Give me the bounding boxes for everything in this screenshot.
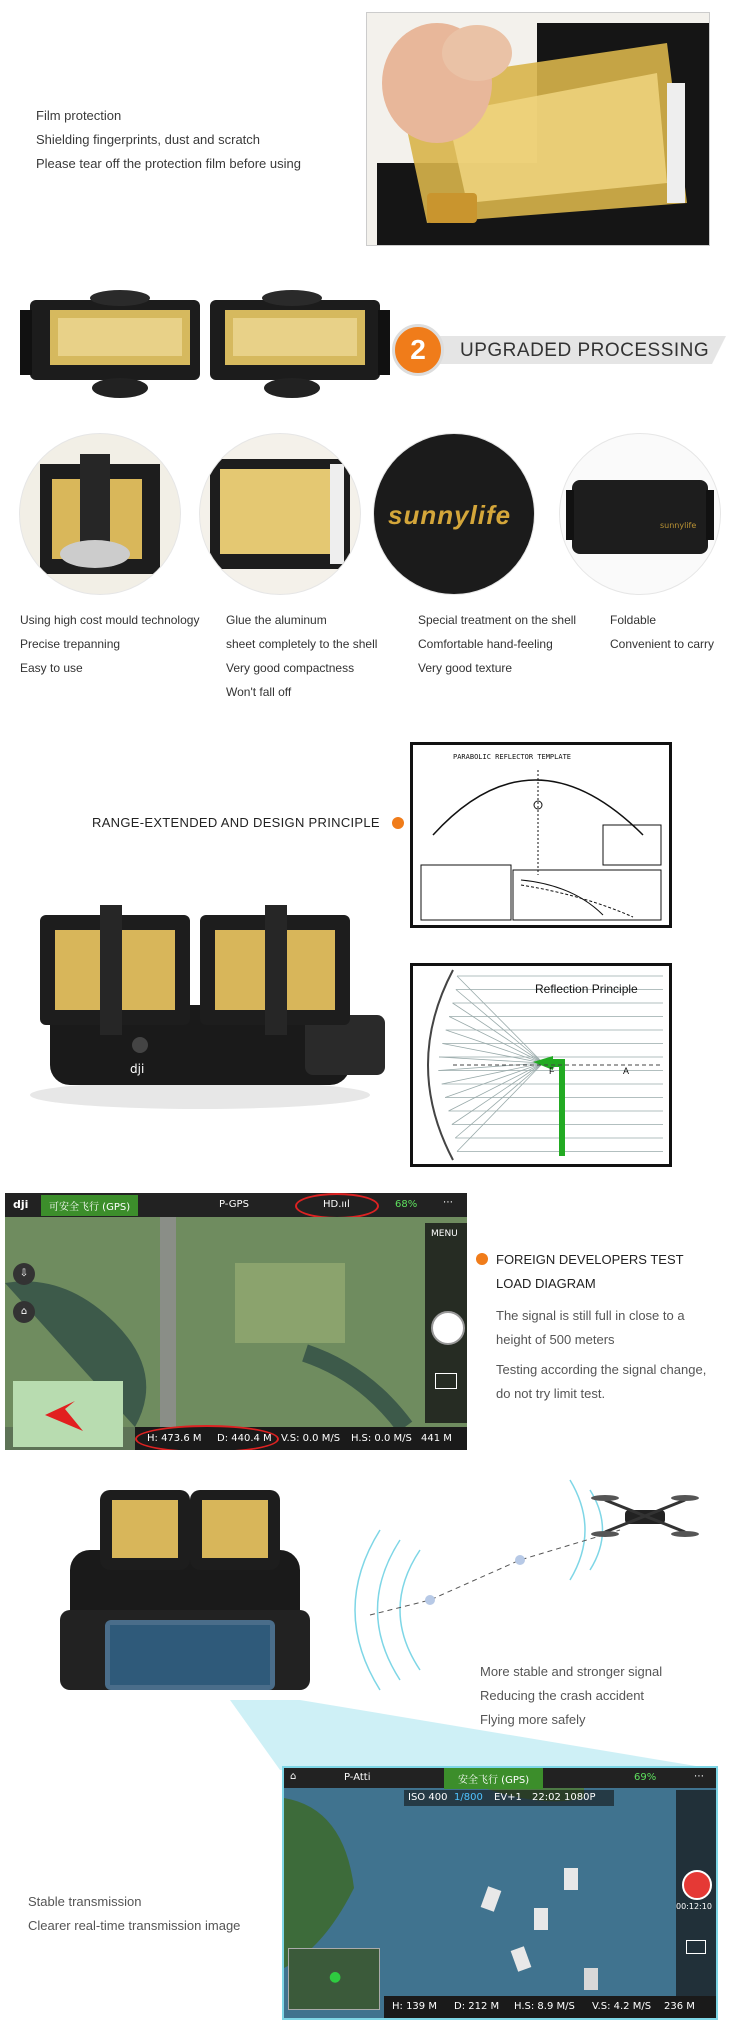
left-tool-panel (13, 1263, 39, 1353)
app2-res: 1080P (564, 1792, 596, 1803)
foreign-para2-line2: do not try limit test. (496, 1386, 606, 1401)
feature-1-line-1: Using high cost mould technology (20, 613, 200, 627)
telemetry-bar (135, 1427, 467, 1450)
flight-mode-status: 可安全飞行 (GPS) (41, 1195, 138, 1216)
feature-2-line-2: sheet completely to the shell (226, 637, 378, 651)
foreign-section (0, 1188, 740, 1458)
foreign-para2-line1: Testing according the signal change, (496, 1362, 707, 1377)
feature-text-3 (418, 608, 598, 680)
app2-minimap (288, 1948, 380, 2010)
template-diagram (410, 742, 672, 928)
telemetry-vs: V.S: 0.0 M/S (281, 1433, 341, 1444)
film-line-3: Please tear off the protection film before using (36, 156, 301, 171)
telemetry-highlight-ring (135, 1425, 279, 1450)
app2-ev: EV+1 (494, 1792, 522, 1803)
reflection-ray-focused (438, 1063, 543, 1071)
features-section (0, 430, 740, 710)
foreign-title-2: LOAD DIAGRAM (496, 1276, 596, 1291)
stable-line-2: Clearer real-time transmission image (28, 1918, 241, 1933)
range-title: RANGE-EXTENDED AND DESIGN PRINCIPLE (92, 815, 380, 830)
upgraded-section (0, 270, 740, 420)
signal-line-3: Flying more safely (480, 1712, 586, 1727)
feature-circle-2 (200, 434, 360, 594)
aerial-map (5, 1193, 467, 1450)
reflection-diagram (410, 963, 672, 1167)
takeoff-icon[interactable]: ⇩ (13, 1263, 35, 1285)
feature-2-line-4: Won't fall off (226, 685, 292, 699)
app2-telemetry-bar (384, 1996, 716, 2018)
app2-mode: P-Atti (344, 1772, 371, 1783)
feature-circle-3 (374, 434, 534, 594)
feature-1-line-3: Easy to use (20, 661, 83, 675)
banner-title: UPGRADED PROCESSING (460, 340, 710, 361)
right-control-panel (425, 1223, 467, 1423)
feature-2-line-1: Glue the aluminum (226, 613, 327, 627)
telemetry-alt: 441 M (421, 1433, 452, 1444)
feature-circle-4 (560, 434, 720, 594)
stable-text-block (28, 1890, 288, 1938)
feature-3-line-2: Comfortable hand-feeling (418, 637, 553, 651)
reflection-label: Reflection Principle (535, 982, 638, 996)
hood-open-illustration (20, 270, 390, 410)
range-dot-icon (392, 817, 404, 829)
app2-hs: H.S: 8.9 M/S (514, 2001, 575, 2012)
menu-label[interactable]: MENU (431, 1229, 458, 1239)
sunnylife-logo: sunnylife (388, 500, 512, 530)
feature-circle-1 (20, 434, 180, 594)
feature-4-line-2: Convenient to carry (610, 637, 715, 651)
range-section (0, 735, 740, 1175)
film-line-2: Shielding fingerprints, dust and scratch (36, 132, 261, 147)
app2-right-panel (676, 1790, 716, 1996)
foreign-title-1: FOREIGN DEVELOPERS TEST (496, 1252, 684, 1267)
svg-text:dji: dji (130, 1062, 145, 1076)
hd-signal: HD.ııl (323, 1199, 350, 1210)
controller-hood-illustration (10, 895, 390, 1115)
signal-section (0, 1470, 740, 2022)
feature-3-line-3: Very good texture (418, 661, 513, 675)
banner-number: 2 (410, 334, 426, 365)
stable-line-1: Stable transmission (28, 1894, 142, 1909)
app2-iso: ISO 400 (408, 1792, 448, 1803)
upgraded-banner (392, 330, 726, 370)
foreign-text-block (476, 1248, 738, 1406)
app2-alt: 236 M (664, 2001, 695, 2012)
signal-line-2: Reducing the crash accident (480, 1688, 645, 1703)
more-menu-icon[interactable]: ⋯ (443, 1197, 453, 1208)
parabola-template-chart (413, 745, 669, 925)
app2-camera-bar (404, 1790, 614, 1806)
feature-4-line-1: Foldable (610, 613, 657, 627)
dji-app-screenshot (5, 1193, 467, 1450)
app2-height: H: 139 M (392, 2001, 437, 2012)
app2-shutter: 1/800 (454, 1792, 483, 1803)
feature-text-4 (610, 608, 738, 656)
app2-time: 22:02 (532, 1792, 561, 1803)
home-icon[interactable]: ⌂ (290, 1771, 297, 1782)
app2-distance: D: 212 M (454, 2001, 500, 2012)
reflection-ray-focused (457, 976, 543, 1063)
film-text-block (36, 104, 356, 176)
record-time: 00:12:10 (676, 1902, 712, 1911)
feature-2-line-3: Very good compactness (226, 661, 355, 675)
svg-text:sunnylife: sunnylife (660, 521, 697, 530)
telemetry-distance: D: 440.4 M (217, 1433, 272, 1444)
app2-battery: 69% (634, 1772, 657, 1783)
telemetry-height: H: 473.6 M (147, 1433, 202, 1444)
signal-line-1: More stable and stronger signal (480, 1664, 663, 1679)
focus-label: F (549, 1066, 555, 1076)
record-button[interactable] (682, 1870, 712, 1900)
playback-icon[interactable] (435, 1373, 457, 1389)
film-line-1: Film protection (36, 108, 122, 123)
feature-1-line-2: Precise trepanning (20, 637, 121, 651)
gps-mode: P-GPS (219, 1199, 249, 1210)
app2-top-bar (284, 1768, 716, 1788)
foreign-para1-line2: height of 500 meters (496, 1332, 615, 1347)
app2-status: 安全飞行 (GPS) (444, 1768, 543, 1789)
feature-text-1 (20, 608, 210, 680)
transmission-screenshot (282, 1766, 718, 2020)
film-section (0, 0, 740, 250)
feature-3-line-1: Special treatment on the shell (418, 613, 577, 627)
film-illustration (367, 13, 709, 245)
shutter-button[interactable] (431, 1311, 465, 1345)
map-pin-icon: ● (329, 1969, 342, 1985)
return-home-icon[interactable]: ⌂ (13, 1301, 35, 1323)
range-heading (92, 815, 404, 830)
foreign-para1-line1: The signal is still full in close to a (496, 1308, 685, 1323)
axis-label: A (623, 1066, 630, 1076)
app2-menu-icon[interactable]: ⋯ (694, 1771, 704, 1782)
film-photo (366, 12, 710, 246)
signal-text-block (480, 1660, 730, 1732)
banner-number-badge (392, 324, 444, 376)
dji-logo-icon: dji (13, 1198, 29, 1211)
app2-vs: V.S: 4.2 M/S (592, 2001, 652, 2012)
template-title: PARABOLIC REFLECTOR TEMPLATE (453, 753, 572, 761)
telemetry-hs: H.S: 0.0 M/S (351, 1433, 412, 1444)
foreign-dot-icon (476, 1253, 488, 1265)
playback2-icon[interactable] (686, 1940, 706, 1954)
feature-text-2 (226, 608, 406, 704)
battery-level: 68% (395, 1199, 418, 1210)
